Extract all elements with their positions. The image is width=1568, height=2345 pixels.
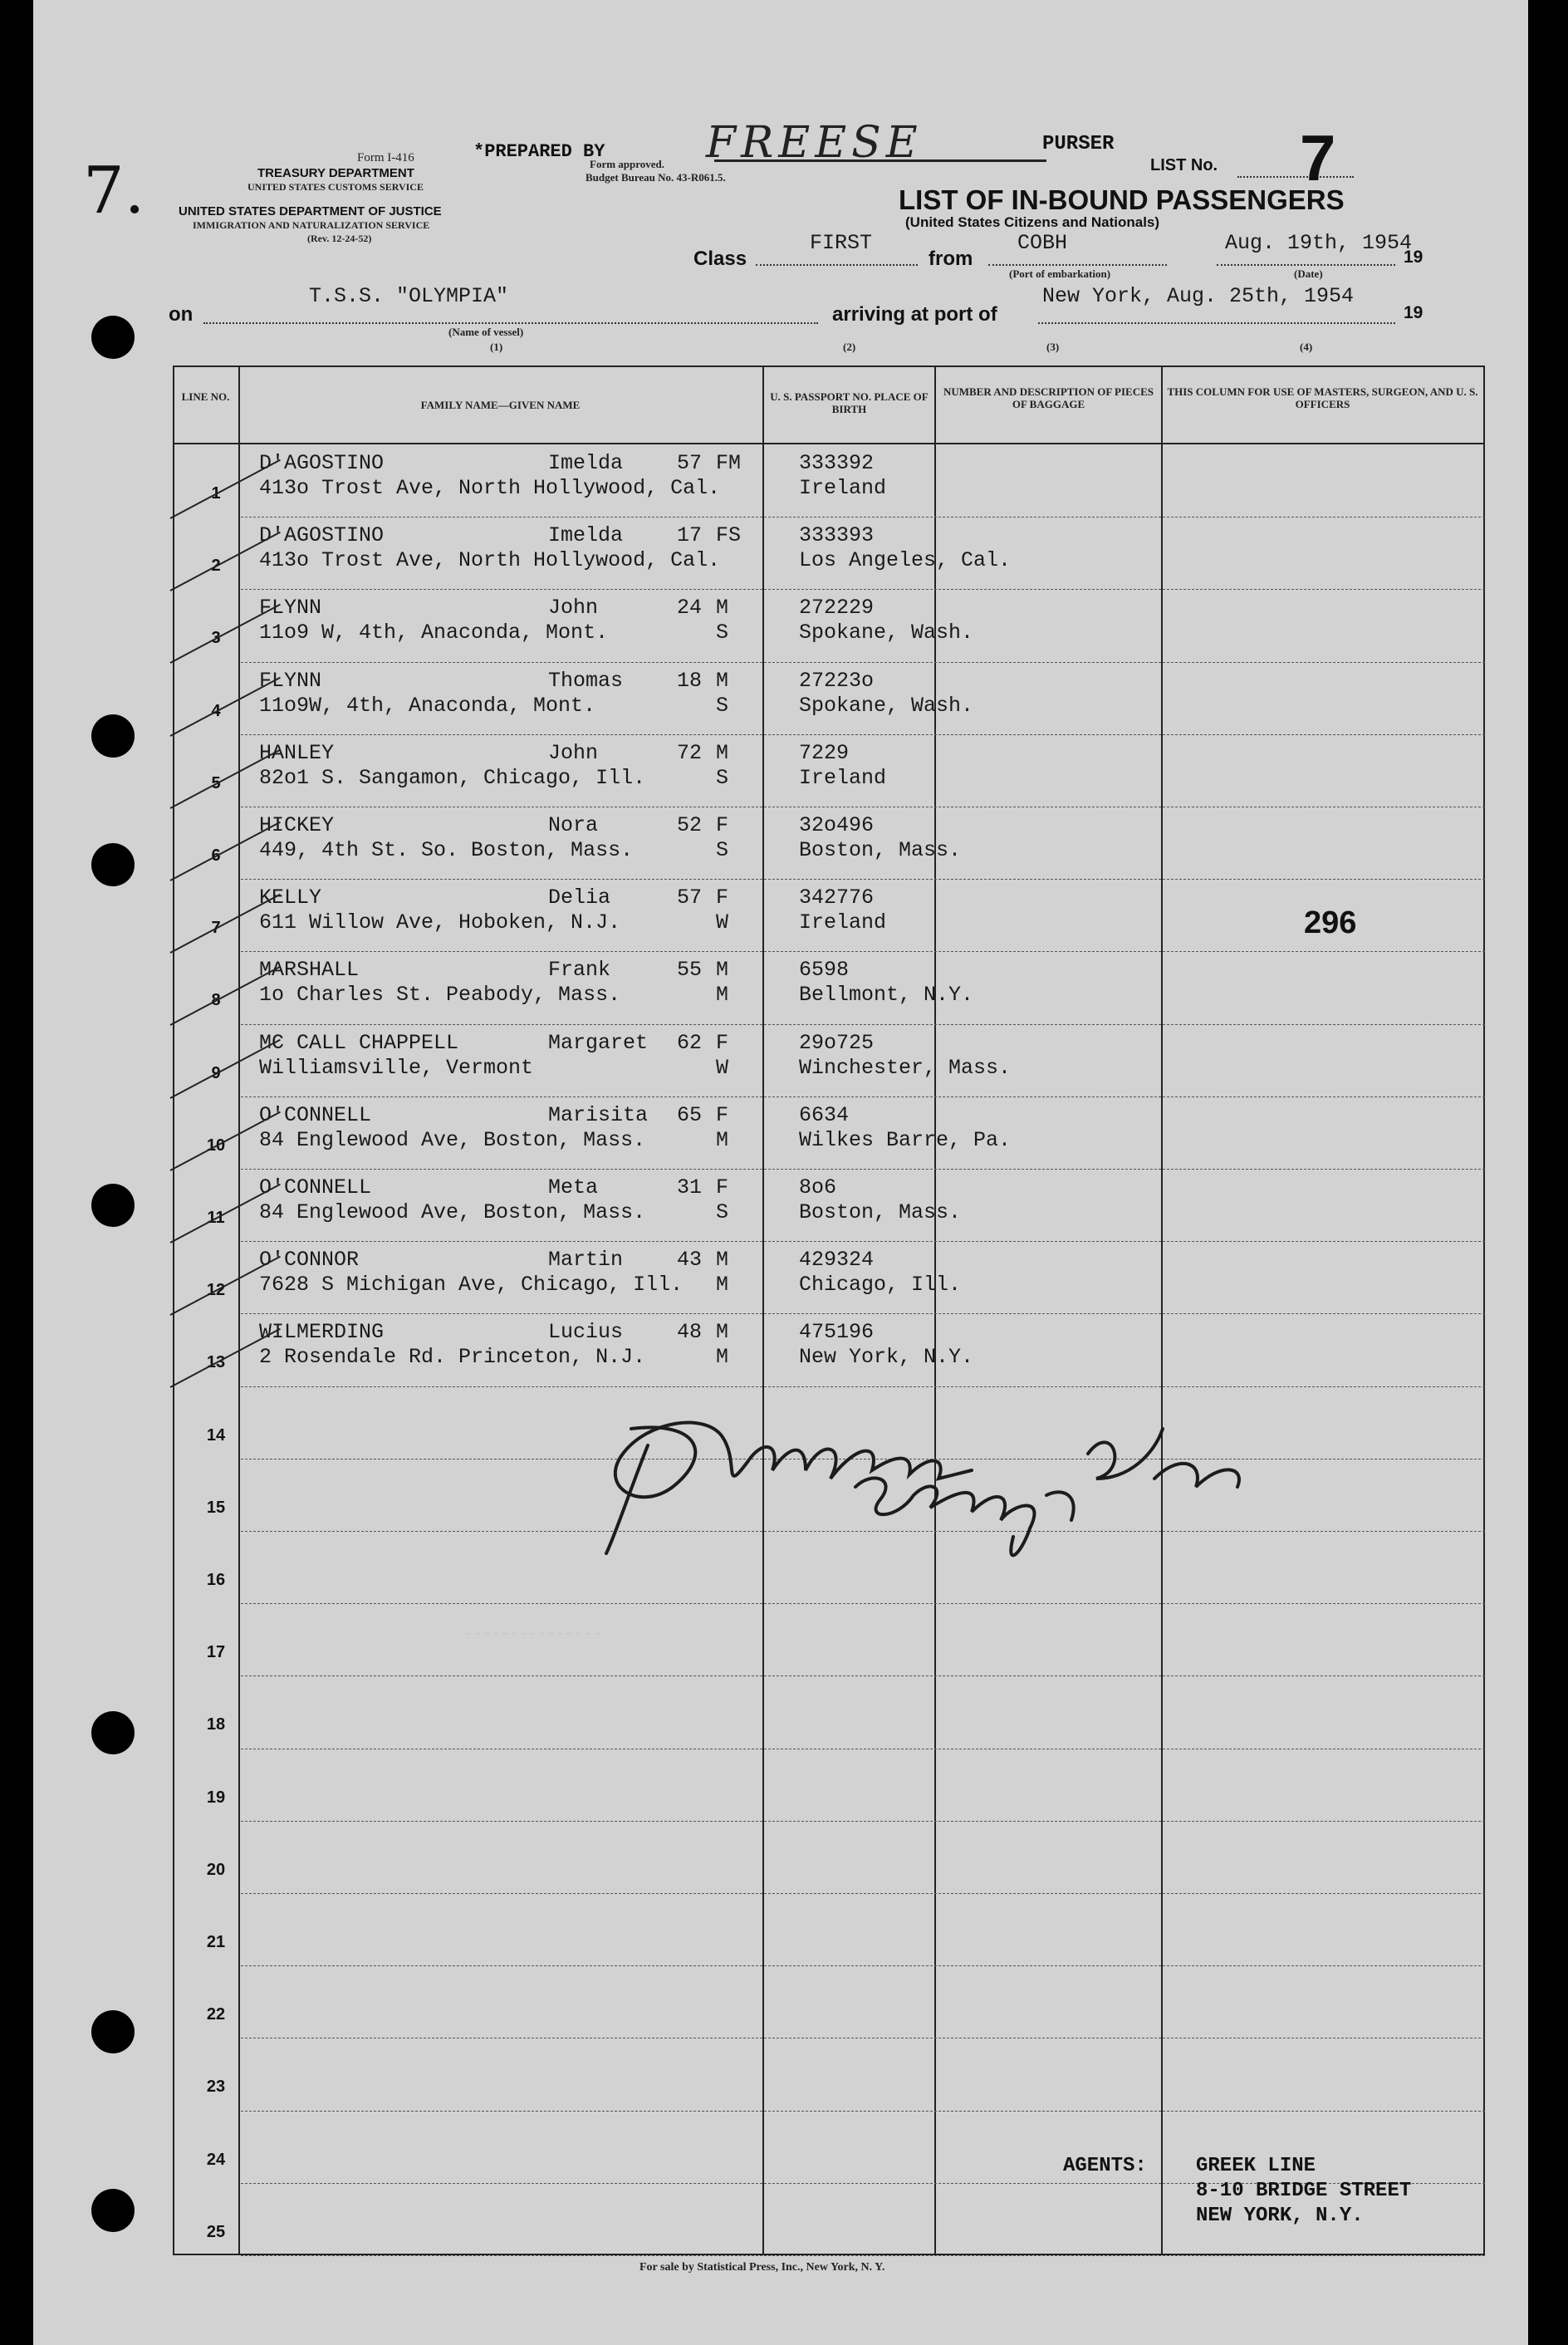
passenger-address: 84 Englewood Ave, Boston, Mass. — [259, 1127, 646, 1152]
passport-number: 342776 — [799, 886, 875, 910]
line-number: 19 — [206, 1788, 226, 1807]
passport-number: 333392 — [799, 451, 875, 475]
port-caption: (Port of embarkation) — [1009, 267, 1111, 280]
passenger-marital-status: S — [716, 765, 729, 790]
passenger-family-name: KELLY — [259, 886, 322, 910]
punch-hole — [91, 2010, 135, 2053]
passenger-given-name: John — [548, 740, 599, 765]
passenger-given-name: John — [548, 596, 599, 621]
passenger-age: 55 — [677, 958, 703, 983]
line-number: 20 — [206, 1860, 226, 1879]
passenger-family-name: FLYNN — [259, 668, 322, 693]
line-number: 4 — [211, 701, 221, 720]
passenger-address: 7628 S Michigan Ave, Chicago, Ill. — [259, 1273, 684, 1298]
caption-1: (1) — [490, 341, 503, 353]
line-number: 14 — [206, 1425, 226, 1445]
passenger-family-name: O'CONNOR — [259, 1248, 360, 1273]
col-baggage: NUMBER AND DESCRIPTION OF PIECES OF BAGGAGE — [943, 385, 1154, 410]
passport-number: 475196 — [799, 1320, 875, 1345]
passport-number: 429324 — [799, 1248, 875, 1273]
passenger-age: 72 — [677, 740, 703, 765]
arriving-line — [1038, 322, 1395, 324]
line-number: 22 — [206, 2005, 226, 2024]
passenger-address: 84 Englewood Ave, Boston, Mass. — [259, 1200, 646, 1224]
line-number: 21 — [206, 1933, 226, 1951]
depart-date: Aug. 19th, 1954 — [1225, 231, 1413, 255]
row-divider — [241, 662, 1485, 663]
passenger-marital-status: S — [716, 621, 729, 645]
col-officers: THIS COLUMN FOR USE OF MASTERS, SURGEON, AND U. S. OFFICERS — [1167, 385, 1478, 410]
line-number: 25 — [206, 2222, 226, 2241]
line-number: 24 — [206, 2150, 226, 2169]
prepared-by-value: FREESE — [706, 118, 923, 168]
column-divider — [238, 365, 240, 2255]
passenger-sex: F — [716, 1102, 729, 1127]
punch-hole — [91, 1711, 135, 1754]
passport-number: 32o496 — [799, 813, 875, 837]
caption-4: (4) — [1300, 341, 1313, 353]
passenger-given-name: Imelda — [548, 523, 624, 548]
column-divider — [1161, 365, 1163, 2255]
place-of-birth: Boston, Mass. — [799, 838, 962, 862]
caption-2: (2) — [843, 341, 856, 353]
passenger-sex: M — [716, 596, 729, 621]
year-suffix-2: 19 — [1404, 303, 1423, 322]
passenger-sex: F — [716, 1175, 729, 1199]
row-divider — [241, 1313, 1485, 1314]
passenger-marital-status: S — [716, 838, 729, 862]
date-caption: (Date) — [1294, 267, 1323, 280]
passenger-marital-status: M — [716, 983, 729, 1008]
row-divider — [241, 1096, 1485, 1097]
passenger-sex: M — [716, 1248, 729, 1273]
passenger-age: 65 — [677, 1102, 703, 1127]
passenger-age: 24 — [677, 596, 703, 621]
passenger-age: 57 — [677, 886, 703, 910]
place-of-birth: Los Angeles, Cal. — [799, 548, 1012, 573]
agents-line-1: GREEK LINE — [1196, 2155, 1316, 2177]
passenger-address: 2 Rosendale Rd. Princeton, N.J. — [259, 1345, 646, 1370]
list-no-line — [1237, 176, 1354, 178]
purser-label: PURSER — [1042, 133, 1115, 155]
row-divider — [241, 2111, 1485, 2112]
passenger-marital-status: M — [716, 1127, 729, 1152]
place-of-birth: Ireland — [799, 476, 887, 500]
form-approved: Form approved. — [590, 158, 665, 170]
passenger-address: 413o Trost Ave, North Hollywood, Cal. — [259, 548, 721, 573]
line-number: 3 — [211, 629, 221, 648]
punch-hole — [91, 316, 135, 359]
place-of-birth: New York, N.Y. — [799, 1345, 974, 1370]
passenger-marital-status: M — [716, 1345, 729, 1370]
list-no-label: LIST No. — [1150, 156, 1218, 174]
place-of-birth: Spokane, Wash. — [799, 693, 974, 718]
row-divider — [241, 951, 1485, 952]
dept-treasury-sub: UNITED STATES CUSTOMS SERVICE — [247, 181, 424, 193]
header-divider — [173, 443, 1485, 444]
on-label: on — [169, 303, 194, 326]
passport-number: 6634 — [799, 1102, 850, 1127]
dept-treasury: TREASURY DEPARTMENT — [257, 166, 414, 180]
place-of-birth: Bellmont, N.Y. — [799, 983, 974, 1008]
bleed-text: ~ ~ ~ ~ ~ ~ ~ ~ ~ ~ ~ ~ ~ ~ ~ — [465, 1628, 600, 1641]
passenger-given-name: Martin — [548, 1248, 624, 1273]
line-number: 16 — [206, 1571, 226, 1589]
place-of-birth: Ireland — [799, 910, 887, 935]
passenger-sex: F — [716, 886, 729, 910]
passenger-sex: M — [716, 958, 729, 983]
row-divider — [241, 1821, 1485, 1822]
vessel-name: T.S.S. "OLYMPIA" — [309, 284, 509, 308]
class-line — [756, 264, 918, 266]
passenger-given-name: Nora — [548, 813, 599, 837]
row-divider — [241, 1965, 1485, 1966]
passenger-family-name: HANLEY — [259, 740, 335, 765]
list-subtitle: (United States Citizens and Nationals) — [905, 214, 1160, 230]
passport-number: 29o725 — [799, 1030, 875, 1055]
prepared-by-line — [714, 159, 1046, 162]
list-title: LIST OF IN-BOUND PASSENGERS — [899, 184, 1345, 215]
passenger-age: 17 — [677, 523, 703, 548]
prepared-by-label: *PREPARED BY — [473, 141, 605, 162]
passenger-marital-status: S — [716, 693, 729, 718]
passenger-marital-status: W — [716, 910, 729, 935]
line-number: 10 — [206, 1136, 226, 1155]
passport-number: 333393 — [799, 523, 875, 548]
passenger-marital-status: M — [716, 1273, 729, 1298]
line-number: 1 — [211, 484, 221, 503]
line-number: 12 — [206, 1281, 226, 1300]
master-signature — [581, 1362, 1287, 1578]
row-divider — [241, 1241, 1485, 1242]
row-divider — [241, 589, 1485, 590]
passenger-sex: M — [716, 740, 729, 765]
passenger-given-name: Lucius — [548, 1320, 624, 1345]
line-number: 23 — [206, 2078, 226, 2097]
row-divider — [241, 1169, 1485, 1170]
passenger-given-name: Imelda — [548, 451, 624, 475]
place-of-birth: Boston, Mass. — [799, 1200, 962, 1224]
line-number: 17 — [206, 1643, 226, 1662]
corner-mark: 7. — [83, 154, 145, 228]
revision: (Rev. 12-24-52) — [307, 233, 372, 244]
passenger-given-name: Delia — [548, 886, 611, 910]
punch-hole — [91, 843, 135, 886]
line-number: 6 — [211, 846, 221, 865]
agents-line-2: 8-10 BRIDGE STREET — [1196, 2180, 1412, 2202]
passenger-age: 18 — [677, 668, 703, 693]
passenger-family-name: FLYNN — [259, 596, 322, 621]
passenger-family-name: D'AGOSTINO — [259, 523, 385, 548]
from-label: from — [929, 248, 973, 270]
passport-number: 8o6 — [799, 1175, 837, 1199]
passenger-sex: M — [716, 1320, 729, 1345]
vessel-line — [203, 322, 818, 324]
budget-bureau: Budget Bureau No. 43-R061.5. — [586, 171, 726, 184]
agents-label: AGENTS: — [1063, 2155, 1147, 2177]
dept-justice-sub: IMMIGRATION AND NATURALIZATION SERVICE — [193, 219, 430, 231]
line-number: 7 — [211, 919, 221, 938]
caption-3: (3) — [1046, 341, 1060, 353]
col-passport: U. S. PASSPORT NO. PLACE OF BIRTH — [770, 390, 929, 415]
punch-hole — [91, 1184, 135, 1227]
place-of-birth: Winchester, Mass. — [799, 1055, 1012, 1080]
arriving-value: New York, Aug. 25th, 1954 — [1042, 284, 1355, 308]
line-number: 9 — [211, 1063, 221, 1082]
column-divider — [934, 365, 936, 2255]
form-number: Form I-416 — [357, 151, 414, 164]
passenger-address: 449, 4th St. So. Boston, Mass. — [259, 838, 634, 862]
passenger-table — [173, 365, 1485, 2255]
passenger-given-name: Thomas — [548, 668, 624, 693]
list-no-value: 7 — [1300, 121, 1336, 194]
passenger-age: 43 — [677, 1248, 703, 1273]
row-divider — [241, 1603, 1485, 1604]
passenger-age: 52 — [677, 813, 703, 837]
passenger-family-name: HICKEY — [259, 813, 335, 837]
passenger-family-name: WILMERDING — [259, 1320, 385, 1345]
passport-number: 272229 — [799, 596, 875, 621]
row-divider — [241, 517, 1485, 518]
passport-number: 7229 — [799, 740, 850, 765]
agents-line-3: NEW YORK, N.Y. — [1196, 2205, 1364, 2227]
place-of-birth: Ireland — [799, 765, 887, 790]
year-suffix: 19 — [1404, 248, 1423, 267]
place-of-birth: Chicago, Ill. — [799, 1273, 962, 1298]
passenger-family-name: O'CONNELL — [259, 1102, 372, 1127]
punch-hole — [91, 2189, 135, 2232]
line-number: 18 — [206, 1715, 226, 1734]
class-label: Class — [693, 248, 747, 270]
punch-hole — [91, 714, 135, 758]
from-value: COBH — [1017, 231, 1068, 255]
passenger-sex: FM — [716, 451, 742, 475]
col-line-no: LINE NO. — [181, 390, 230, 403]
vessel-caption: (Name of vessel) — [448, 326, 524, 338]
passenger-sex: F — [716, 1030, 729, 1055]
passenger-address: 1o Charles St. Peabody, Mass. — [259, 983, 621, 1008]
col-family-name: FAMILY NAME—GIVEN NAME — [420, 399, 581, 411]
passenger-given-name: Margaret — [548, 1030, 649, 1055]
passenger-family-name: D'AGOSTINO — [259, 451, 385, 475]
passenger-address: 11o9W, 4th, Anaconda, Mont. — [259, 693, 596, 718]
date-line — [1217, 264, 1395, 266]
from-line — [988, 264, 1167, 266]
passenger-address: 413o Trost Ave, North Hollywood, Cal. — [259, 476, 721, 500]
passenger-given-name: Marisita — [548, 1102, 649, 1127]
line-number: 13 — [206, 1353, 226, 1372]
row-divider — [241, 2255, 1485, 2256]
line-number: 15 — [206, 1498, 226, 1517]
passenger-family-name: MARSHALL — [259, 958, 360, 983]
line-number: 5 — [211, 773, 221, 792]
place-of-birth: Wilkes Barre, Pa. — [799, 1127, 1012, 1152]
line-number: 8 — [211, 991, 221, 1010]
passport-number: 6598 — [799, 958, 850, 983]
class-value: FIRST — [810, 231, 873, 255]
passenger-family-name: MC CALL CHAPPELL — [259, 1030, 459, 1055]
line-number: 11 — [207, 1209, 225, 1227]
row-divider — [241, 1024, 1485, 1025]
passenger-given-name: Meta — [548, 1175, 599, 1199]
arriving-label: arriving at port of — [832, 303, 997, 326]
passenger-address: 611 Willow Ave, Hoboken, N.J. — [259, 910, 621, 935]
line-number: 2 — [211, 557, 221, 576]
passenger-marital-status: W — [716, 1055, 729, 1080]
passenger-sex: FS — [716, 523, 742, 548]
passport-number: 27223o — [799, 668, 875, 693]
column-divider — [762, 365, 764, 2255]
passenger-sex: F — [716, 813, 729, 837]
passenger-age: 48 — [677, 1320, 703, 1345]
passenger-address: Williamsville, Vermont — [259, 1055, 534, 1080]
row-divider — [241, 734, 1485, 735]
dept-justice: UNITED STATES DEPARTMENT OF JUSTICE — [179, 204, 442, 218]
row-divider — [241, 1675, 1485, 1676]
passenger-age: 57 — [677, 451, 703, 475]
passenger-age: 62 — [677, 1030, 703, 1055]
passenger-family-name: O'CONNELL — [259, 1175, 372, 1199]
place-of-birth: Spokane, Wash. — [799, 621, 974, 645]
row-divider — [241, 1893, 1485, 1894]
passenger-marital-status: S — [716, 1200, 729, 1224]
officer-note: 296 — [1304, 905, 1357, 940]
passenger-address: 11o9 W, 4th, Anaconda, Mont. — [259, 621, 609, 645]
footer-printer: For sale by Statistical Press, Inc., New York, N. Y. — [639, 2261, 885, 2274]
passenger-address: 82o1 S. Sangamon, Chicago, Ill. — [259, 765, 646, 790]
passenger-sex: M — [716, 668, 729, 693]
row-divider — [241, 879, 1485, 880]
passenger-given-name: Frank — [548, 958, 611, 983]
passenger-age: 31 — [677, 1175, 703, 1199]
